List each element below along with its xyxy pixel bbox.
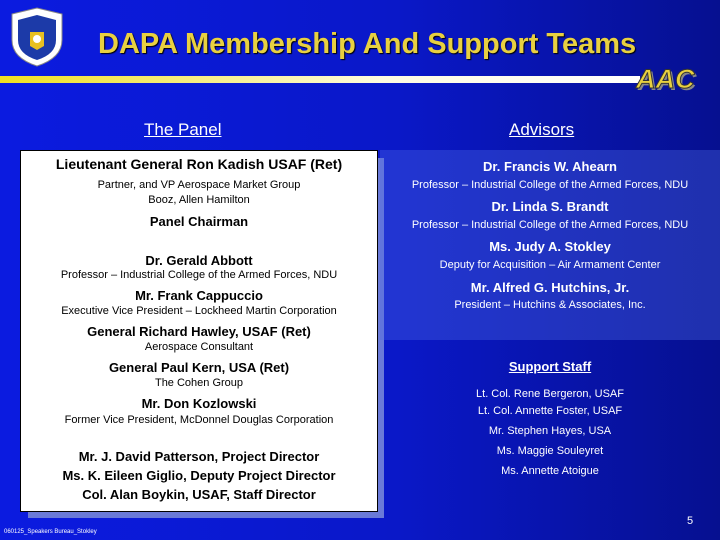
support-staff-heading: Support Staff	[508, 359, 592, 374]
staff-member: Ms. K. Eileen Giglio, Deputy Project Director	[62, 468, 336, 483]
advisor-name: Ms. Judy A. Stokley	[489, 239, 611, 254]
panel-member: General Richard Hawley, USAF (Ret)	[87, 324, 311, 339]
panel-affiliation: Booz, Allen Hamilton	[148, 194, 250, 206]
support-staff-member: Ms. Annette Atoigue	[501, 465, 599, 477]
advisor-name: Dr. Francis W. Ahearn	[483, 159, 617, 174]
panel-affiliation: Aerospace Consultant	[144, 341, 254, 353]
panel-affiliation: Partner, and VP Aerospace Market Group	[97, 179, 301, 191]
support-staff-member: Lt. Col. Annette Foster, USAF	[477, 405, 623, 417]
advisor-affiliation: Deputy for Acquisition – Air Armament Center	[439, 259, 661, 271]
advisor-name: Mr. Alfred G. Hutchins, Jr.	[470, 280, 630, 295]
advisor-affiliation: Professor – Industrial College of the Armed Forces, NDU	[411, 179, 689, 191]
panel-role: Panel Chairman	[149, 214, 249, 229]
advisor-affiliation: Professor – Industrial College of the Armed Forces, NDU	[411, 219, 689, 231]
advisor-affiliation: President – Hutchins & Associates, Inc.	[454, 299, 646, 311]
panel-member: Mr. Don Kozlowski	[141, 396, 257, 411]
panel-heading: The Panel	[144, 120, 222, 139]
panel-member: Lieutenant General Ron Kadish USAF (Ret)	[55, 156, 343, 172]
staff-member: Col. Alan Boykin, USAF, Staff Director	[82, 487, 316, 502]
advisors-heading: Advisors	[509, 120, 575, 139]
panel-affiliation: Former Vice President, McDonnel Douglas Corporation	[64, 414, 334, 426]
slide-title: DAPA Membership And Support Teams	[98, 28, 637, 60]
panel-affiliation: Professor – Industrial College of the Armed Forces, NDU	[60, 269, 338, 281]
page-number: 5	[687, 515, 694, 527]
panel-member: Mr. Frank Cappuccio	[135, 288, 263, 303]
staff-member: Mr. J. David Patterson, Project Director	[78, 449, 320, 464]
support-staff-member: Mr. Stephen Hayes, USA	[488, 425, 612, 437]
support-staff-member: Ms. Maggie Souleyret	[496, 445, 604, 457]
panel-box	[20, 150, 378, 512]
footer-filename: 060125_Speakers Bureau_Stokley	[4, 529, 97, 535]
aac-logo: AAC	[636, 64, 695, 94]
panel-affiliation: Executive Vice President – Lockheed Martin Corporation	[61, 305, 337, 317]
panel-member: Dr. Gerald Abbott	[145, 253, 253, 268]
panel-member: General Paul Kern, USA (Ret)	[108, 360, 290, 375]
support-staff-member: Lt. Col. Rene Bergeron, USAF	[476, 388, 624, 400]
title-divider	[0, 76, 640, 83]
advisor-name: Dr. Linda S. Brandt	[491, 199, 609, 214]
air-armament-center-shield-logo	[6, 6, 68, 68]
panel-affiliation: The Cohen Group	[154, 377, 244, 389]
